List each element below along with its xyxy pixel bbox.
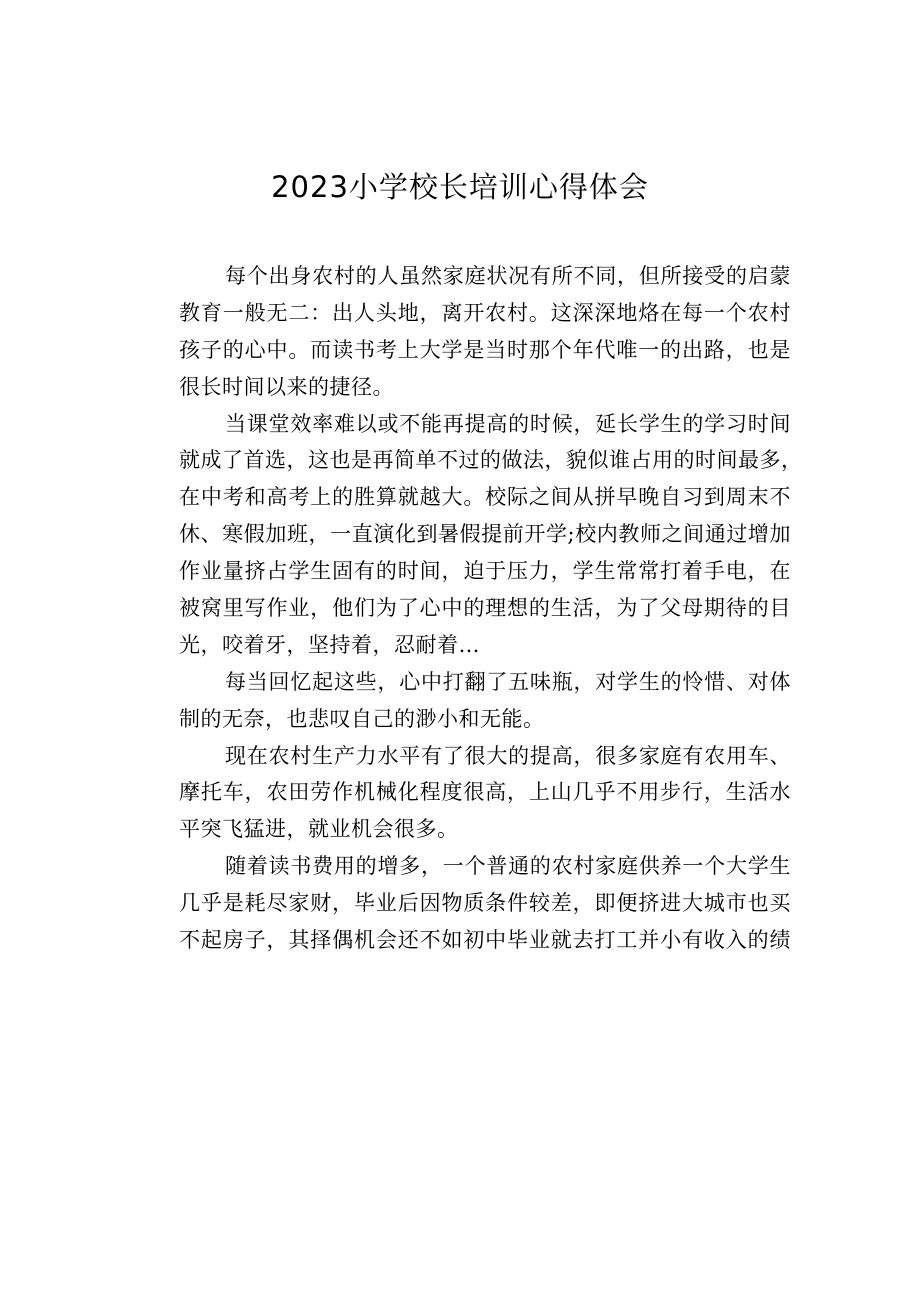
paragraph-line: 每个出身农村的人虽然家庭状况有所不同，但所接受的启蒙 xyxy=(225,264,791,288)
paragraph-line: 每当回忆起这些，心中打翻了五味瓶，对学生的怜惜、对体 xyxy=(225,669,791,694)
paragraph-line: 随着读书费用的增多，一个普通的农村家庭供养一个大学生 xyxy=(225,854,791,879)
paragraph-line: 摩托车，农田劳作机械化程度很高，上山几乎不用步行，生活水 xyxy=(179,780,791,805)
paragraph-line: 现在农村生产力水平有了很大的提高，很多家庭有农用车、 xyxy=(225,743,791,768)
paragraph-line: 孩子的心中。而读书考上大学是当时那个年代唯一的出路，也是 xyxy=(179,337,791,362)
paragraph-line: 平突飞猛进，就业机会很多。 xyxy=(179,817,459,842)
paragraph-line: 被窝里写作业，他们为了心中的理想的生活，为了父母期待的目 xyxy=(179,596,791,621)
paragraph-line: 光，咬着牙，坚持着，忍耐着… xyxy=(179,632,480,657)
paragraph-3 xyxy=(137,664,791,738)
paragraph-line: 当课堂效率难以或不能再提高的时候，延长学生的学习时间 xyxy=(225,411,791,436)
paragraph-2 xyxy=(137,406,803,664)
paragraph-line: 几乎是耗尽家财，毕业后因物质条件较差，即便挤进大城市也买 xyxy=(179,891,791,916)
document-title: 2023小学校长培训心得体会 xyxy=(271,170,649,204)
paragraph-line: 不起房子，其择偶机会还不如初中毕业就去打工并小有收入的绩 xyxy=(179,928,791,953)
paragraph-line: 就成了首选，这也是再简单不过的做法，貌似谁占用的时间最多， xyxy=(179,448,803,473)
paragraph-1 xyxy=(137,258,791,406)
paragraph-line: 在中考和高考上的胜算就越大。校际之间从拼早晚自习到周末不 xyxy=(179,485,791,510)
document-body xyxy=(137,258,803,959)
paragraph-line: 很长时间以来的捷径。 xyxy=(179,374,394,399)
paragraph-line: 制的无奈，也悲叹自己的渺小和无能。 xyxy=(179,706,545,731)
paragraph-line: 作业量挤占学生固有的时间，迫于压力，学生常常打着手电，在 xyxy=(179,559,791,584)
paragraph-line: 休、寒假加班，一直演化到暑假提前开学;校内教师之间通过增加 xyxy=(179,522,791,547)
paragraph-line: 教育一般无二：出人头地，离开农村。这深深地烙在每一个农村 xyxy=(179,300,791,325)
paragraph-4 xyxy=(137,738,791,849)
paragraph-5 xyxy=(137,848,791,959)
